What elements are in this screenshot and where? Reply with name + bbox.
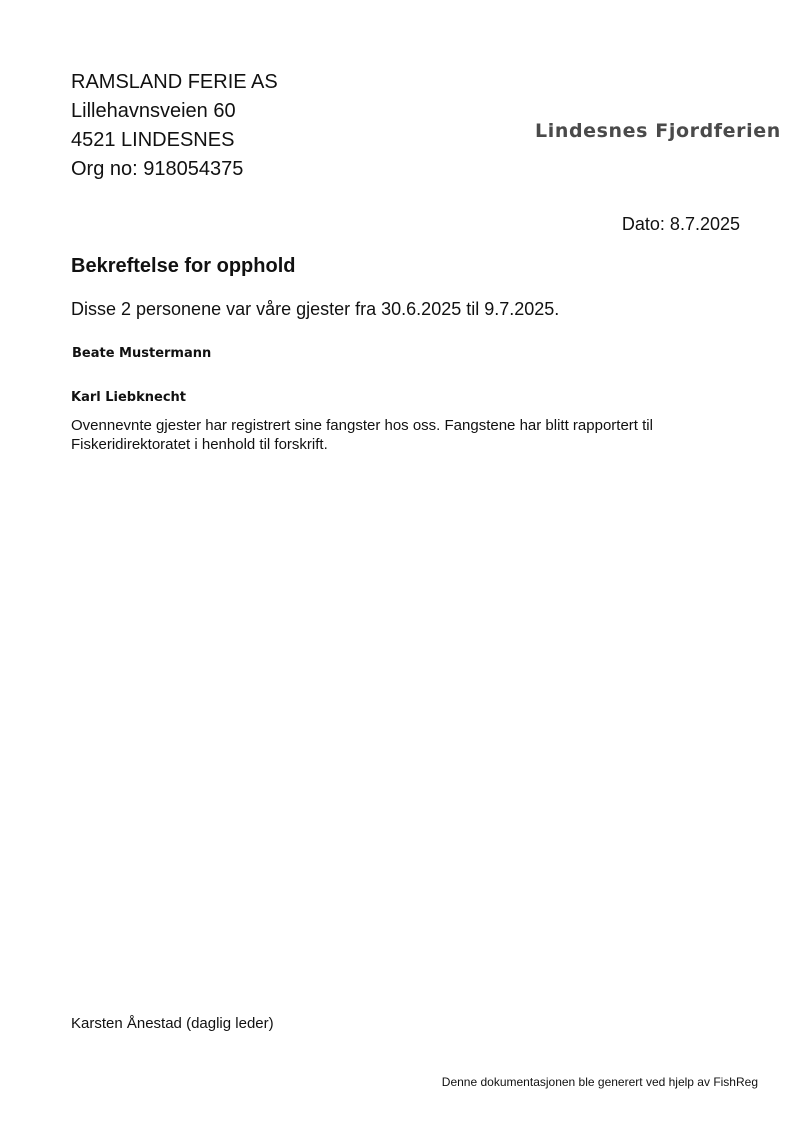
stay-intro-text: Disse 2 personene var våre gjester fra 30.6.2025 til 9.7.2025. — [71, 299, 560, 319]
company-name: RAMSLAND FERIE AS — [71, 71, 278, 93]
company-org-number: Org no: 918054375 — [71, 158, 244, 180]
company-logo: Lindesnes Fjordferien — [535, 120, 781, 142]
page-title: Bekreftelse for opphold — [71, 255, 296, 277]
company-address-block — [71, 68, 278, 184]
guest-name: Karl Liebknecht — [71, 390, 186, 405]
company-postal: 4521 LINDESNES — [71, 129, 235, 151]
company-street: Lillehavnsveien 60 — [71, 100, 236, 122]
signature-name: Karsten Ånestad (daglig leder) — [71, 1015, 274, 1032]
catch-statement: Ovennevnte gjester har registrert sine fangster hos oss. Fangstene har blitt rapportert til Fiskeridirektoratet i henhold til forskrift. — [71, 417, 653, 453]
document-date: Dato: 8.7.2025 — [621, 214, 740, 234]
footer-note: Denne dokumentasjonen ble generert ved hjelp av FishReg — [441, 1075, 758, 1089]
guest-name: Beate Mustermann — [72, 346, 212, 361]
